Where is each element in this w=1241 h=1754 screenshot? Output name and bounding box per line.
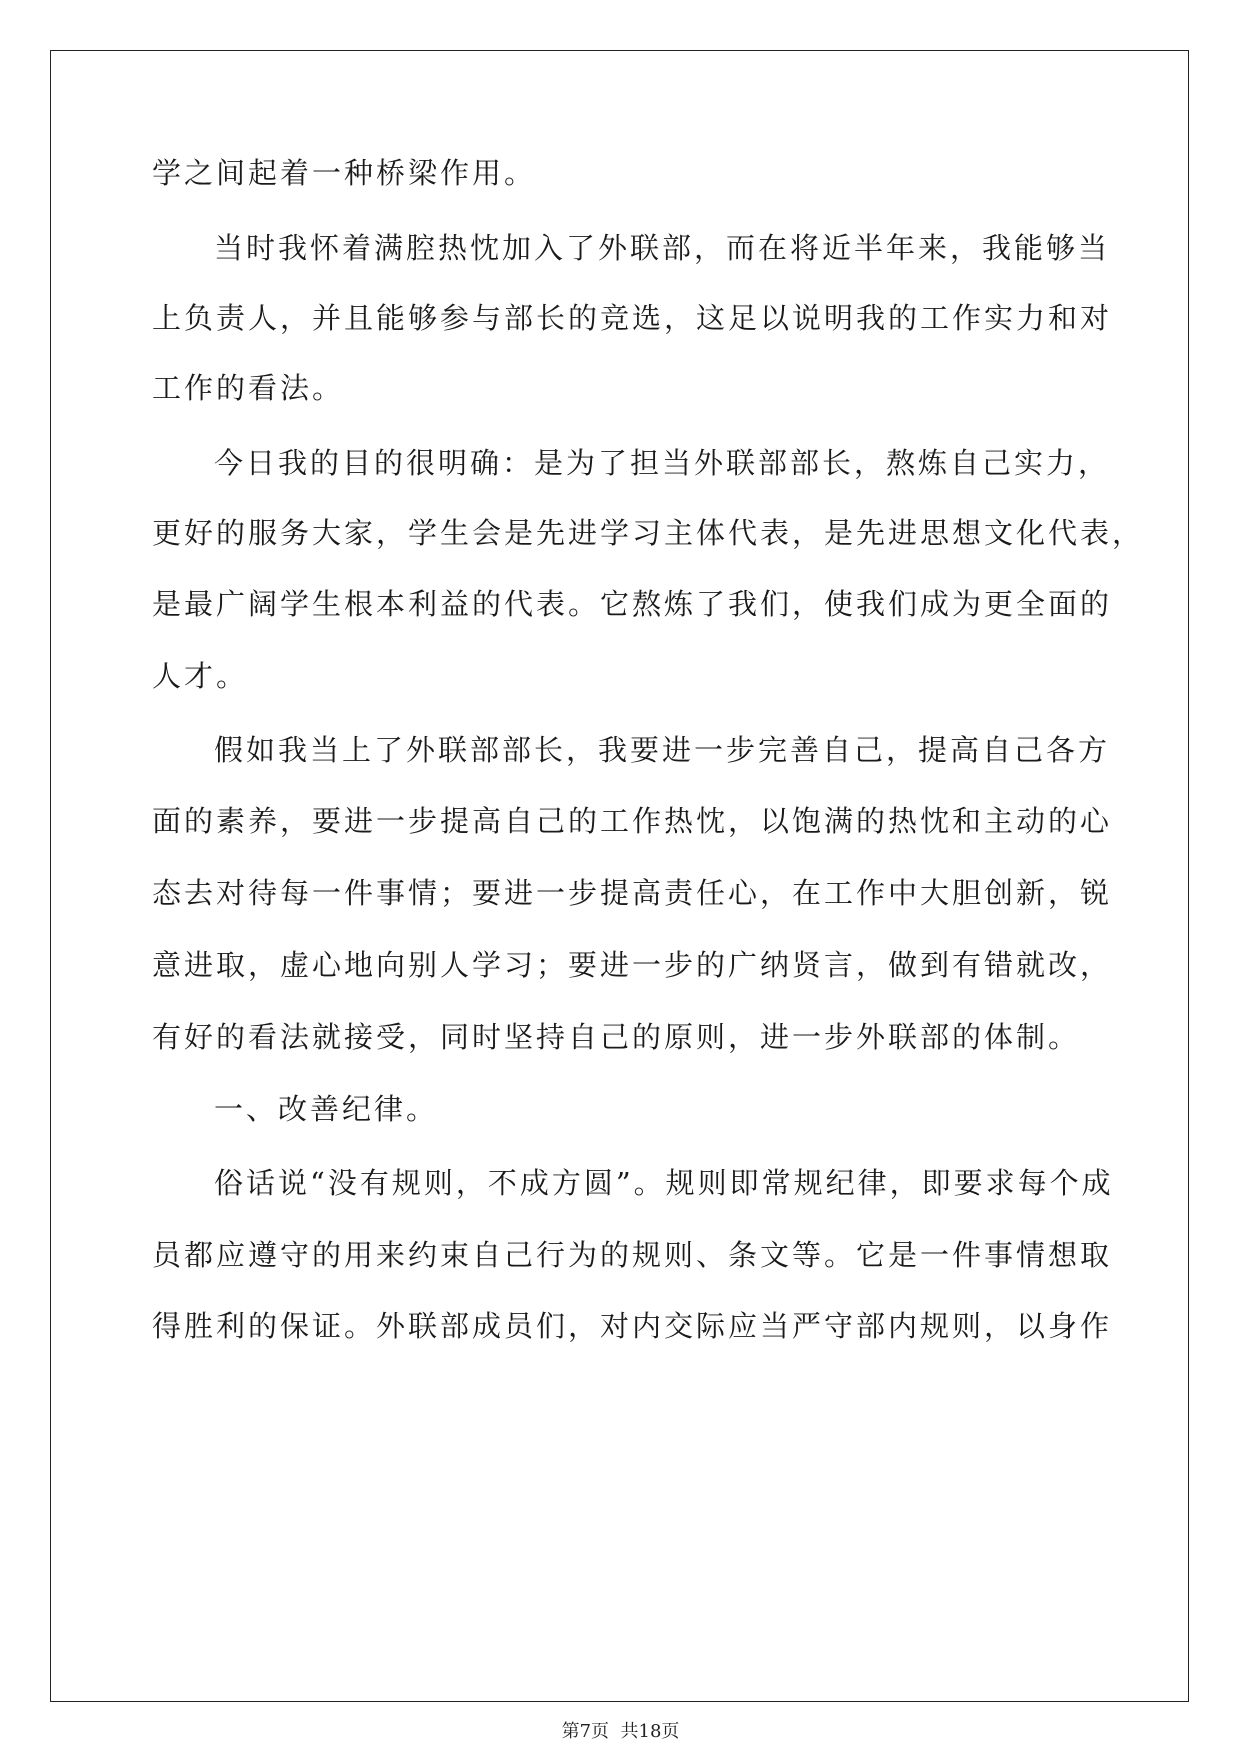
text-line: 上负责人，并且能够参与部长的竞选，这足以说明我的工作实力和对	[152, 301, 1113, 335]
section-heading: 一、改善纪律。	[214, 1092, 439, 1126]
text-line: 更好的服务大家，学生会是先进学习主体代表，是先进思想文化代表，	[152, 516, 1145, 550]
page-number-footer: 第7页 共18页	[561, 1721, 680, 1742]
text-line: 学之间起着一种桥梁作用。	[152, 156, 537, 190]
text-line: 员都应遵守的用来约束自己行为的规则、条文等。它是一件事情想取	[152, 1238, 1113, 1272]
text-line: 得胜利的保证。外联部成员们，对内交际应当严守部内规则，以身作	[152, 1309, 1113, 1343]
paragraph-start-line: 今日我的目的很明确：是为了担当外联部部长，熬炼自己实力，	[214, 446, 1111, 480]
text-line: 面的素养，要进一步提高自己的工作热忱，以饱满的热忱和主动的心	[152, 804, 1113, 838]
paragraph-start-line: 俗话说“没有规则，不成方圆”。规则即常规纪律，即要求每个成	[214, 1166, 1114, 1200]
text-line: 态去对待每一件事情；要进一步提高责任心，在工作中大胆创新，锐	[152, 876, 1113, 910]
text-line: 意进取，虚心地向别人学习；要进一步的广纳贤言，做到有错就改，	[152, 948, 1113, 982]
paragraph-start-line: 假如我当上了外联部部长，我要进一步完善自己，提高自己各方	[214, 733, 1111, 767]
text-line: 是最广阔学生根本利益的代表。它熬炼了我们，使我们成为更全面的	[152, 587, 1113, 621]
paragraph-start-line: 当时我怀着满腔热忱加入了外联部，而在将近半年来，我能够当	[214, 231, 1111, 265]
text-line: 工作的看法。	[152, 371, 345, 405]
text-line: 人才。	[152, 659, 249, 693]
text-line: 有好的看法就接受，同时坚持自己的原则，进一步外联部的体制。	[152, 1020, 1081, 1054]
